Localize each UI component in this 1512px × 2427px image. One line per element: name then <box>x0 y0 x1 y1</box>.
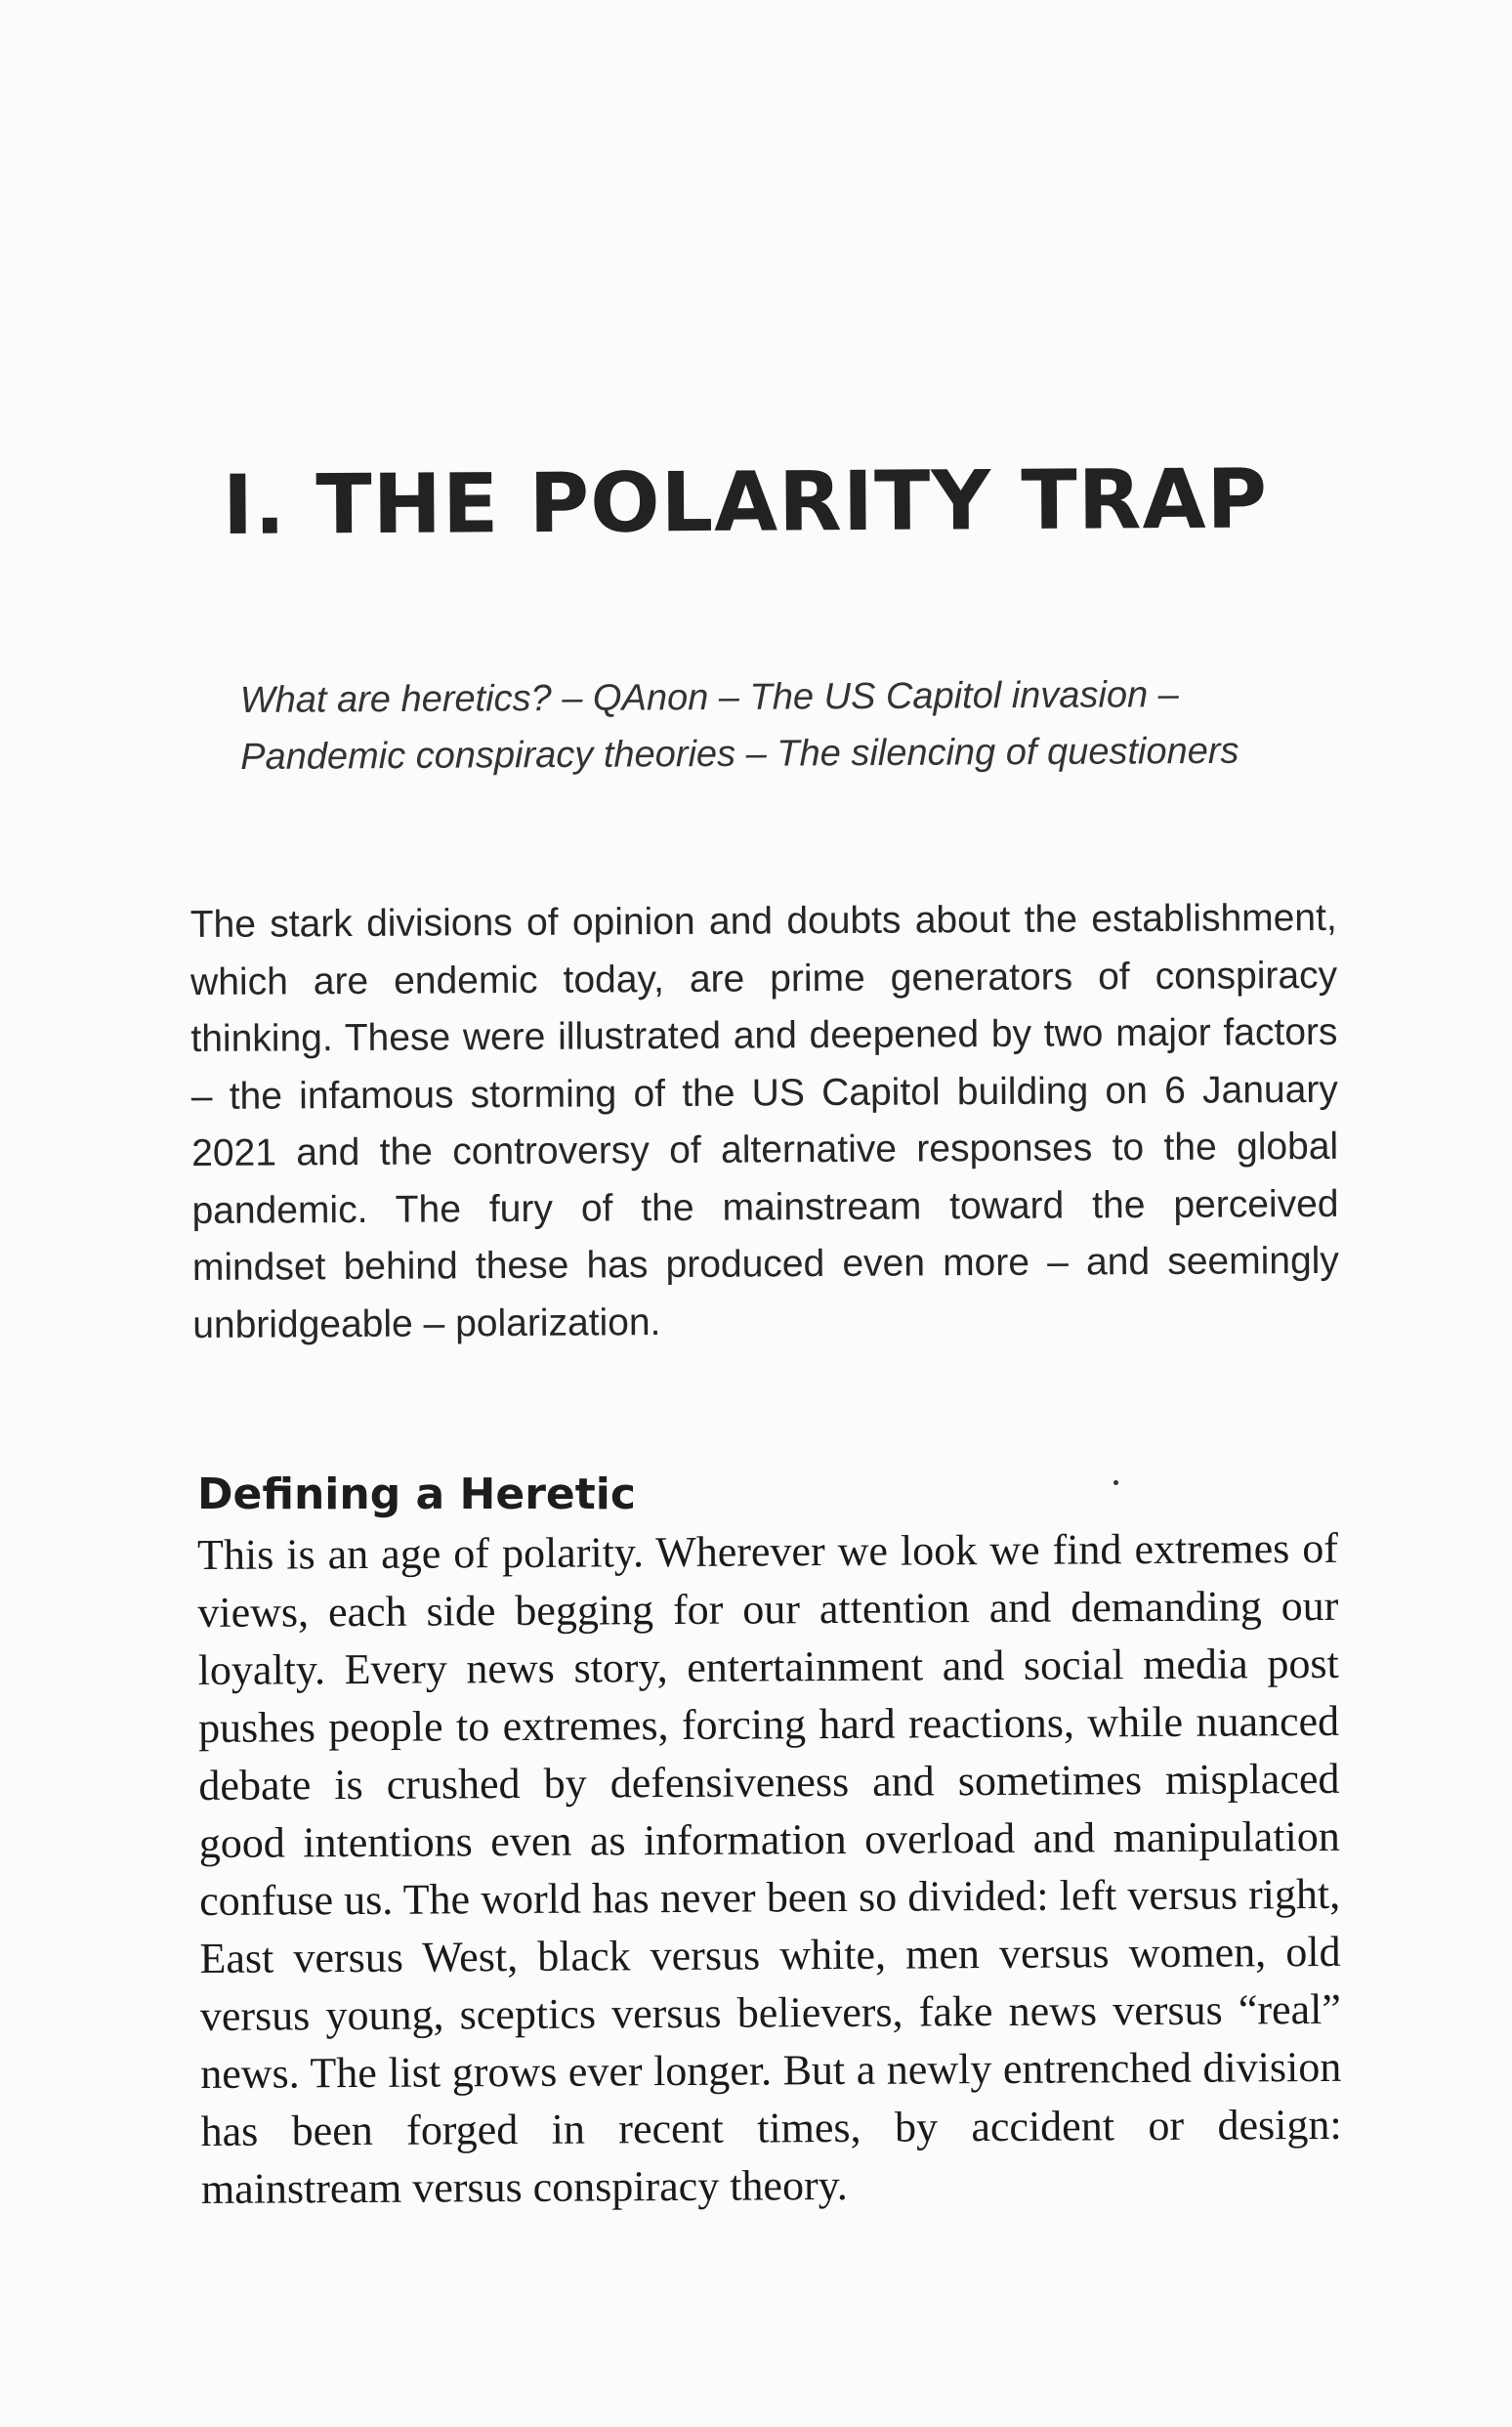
section-heading: Defining a Heretic <box>197 1469 636 1519</box>
intro-paragraph <box>190 890 1340 1354</box>
epigraph-line-2: Pandemic conspiracy theories – The silencing of questioners <box>240 730 1239 778</box>
chapter-epigraph <box>240 665 1316 786</box>
epigraph-line-1: What are heretics? – QAnon – The US Capitol invasion – <box>239 674 1179 722</box>
section-paragraph: This is an age of polarity. Wherever we look we find extremes of views, each side begging for our attention and demanding our loyalty. Every news story, entertainment and social media post pushes people to extremes, forcing hard reactions, while nuanced debate is crushed by defensiveness and sometimes misplaced good intentions even as information overload and manipulation confuse us. The world has never been so divided: left versus right, East versus West, black versus white, men versus women, old versus young, sceptics versus believers, fake news versus “real” news. The list grows ever longer. But a newly entrenched division has been forged in recent times, by accident or design: mainstream versus conspiracy theory. <box>196 1523 1342 2213</box>
intro-text: The stark divisions of opinion and doubts about the establishment, which are endemic today, are prime generators of conspiracy thinking. These were illustrated and deepened by two major factors – the infamous storming of the US Capitol building on 6 January 2021 and the controversy of alternative responses to the global pandemic. The fury of the mainstream toward the perceived mindset behind these has produced even more – and seemingly unbridgeable – polarization. <box>189 896 1339 1346</box>
chapter-title: I. THE POLARITY TRAP <box>222 450 1269 553</box>
section-body <box>197 1519 1342 2218</box>
print-speck <box>1113 1480 1118 1485</box>
